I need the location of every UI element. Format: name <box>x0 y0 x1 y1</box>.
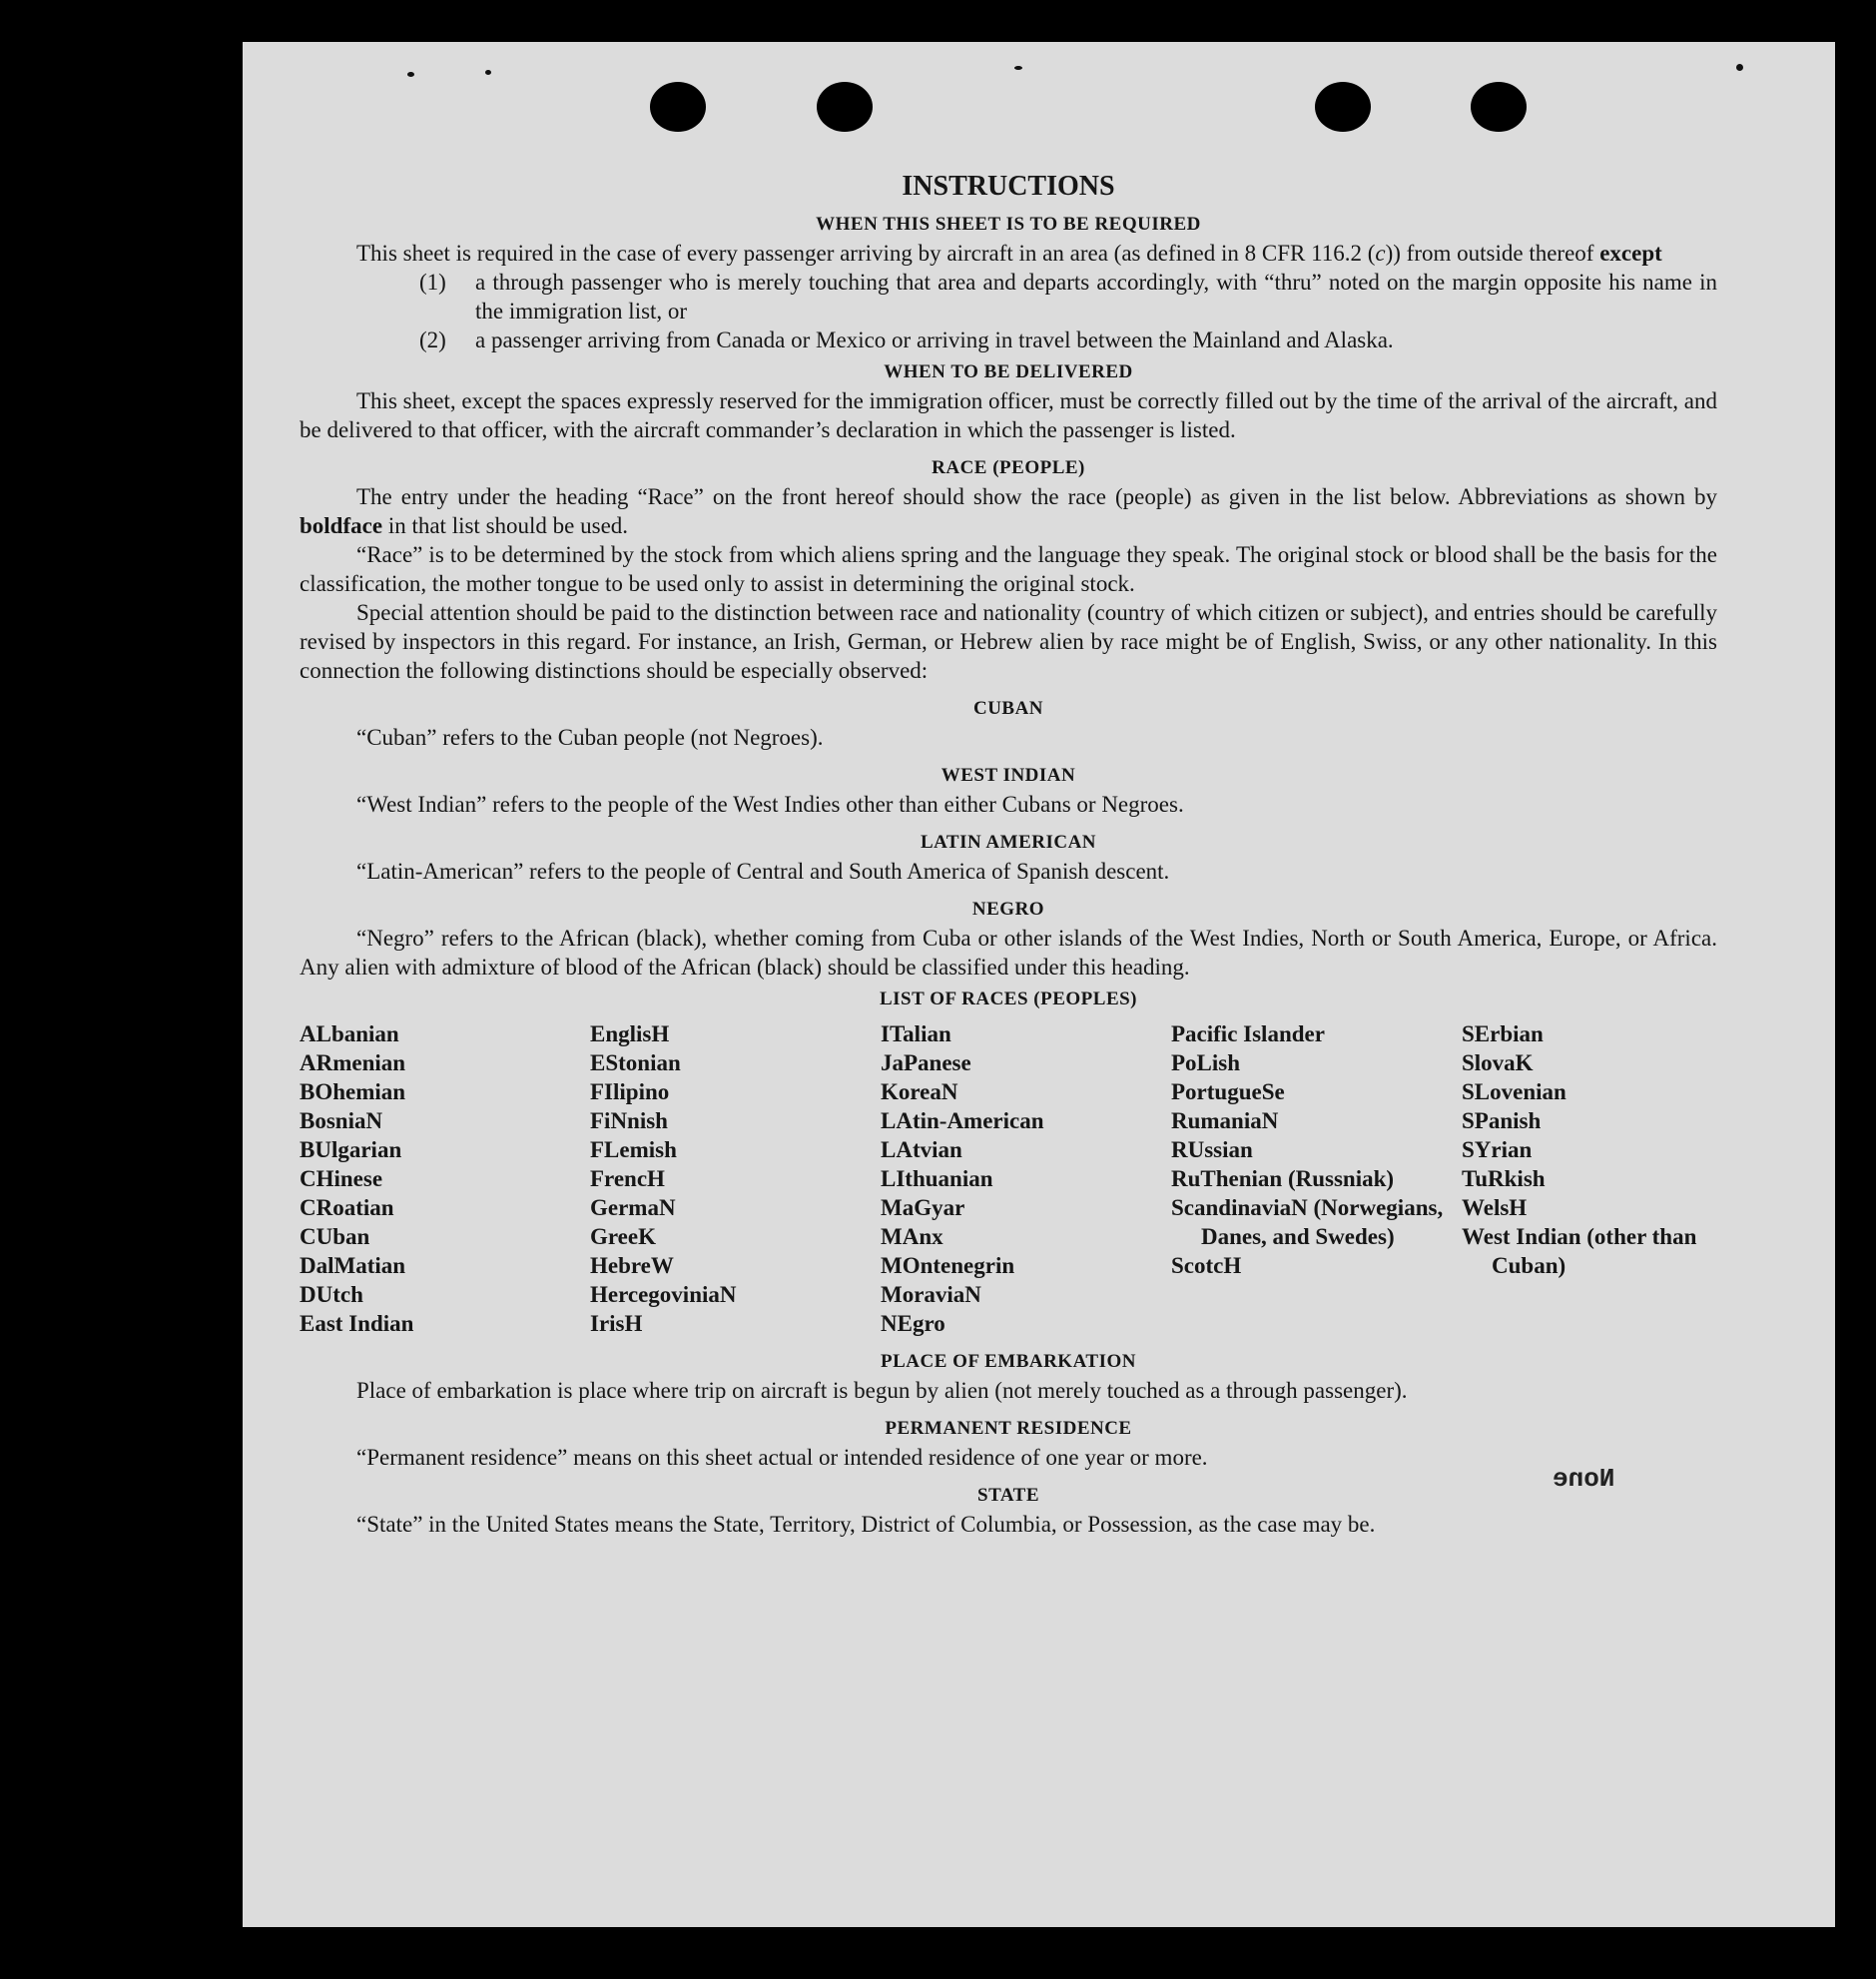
heading-list-of-races: LIST OF RACES (PEOPLES) <box>879 989 1138 1009</box>
race-entry: SYrian <box>1462 1137 1533 1162</box>
race-entry: KoreaN <box>881 1079 958 1104</box>
race-entry: CUban <box>300 1224 370 1249</box>
heading-state: STATE <box>977 1485 1039 1506</box>
race-entry: ITalian <box>881 1021 951 1046</box>
race-entry: PoLish <box>1171 1050 1241 1075</box>
race-entry: ScotcH <box>1171 1253 1242 1278</box>
punch-hole <box>1315 82 1371 132</box>
negro-text: “Negro” refers to the African (black), whether coming from Cuba or other islands of the West Indies, North or South America, Europe, or Africa. Any alien with admixture of blood of the African (black) should be classified under this heading. <box>300 926 1717 980</box>
race-entry: NEgro <box>881 1311 945 1336</box>
race-column <box>1462 1019 1717 1338</box>
race-column <box>1171 1019 1462 1338</box>
race-column <box>300 1019 590 1338</box>
race-entry: MOntenegrin <box>881 1253 1015 1278</box>
race-entry: TuRkish <box>1462 1166 1546 1191</box>
race-entry: ARmenian <box>300 1050 406 1075</box>
race-entry: EnglisH <box>590 1021 670 1046</box>
heading-west-indian: WEST INDIAN <box>940 765 1076 786</box>
heading-place-of-embarkation: PLACE OF EMBARKATION <box>881 1351 1136 1372</box>
heading-race: RACE (PEOPLE) <box>932 457 1085 478</box>
race-entry: West Indian (other than Cuban) <box>1462 1224 1697 1278</box>
race-entry: BUlgarian <box>300 1137 402 1162</box>
race-entry: DUtch <box>300 1282 363 1307</box>
race-entry: BOhemian <box>300 1079 406 1104</box>
race-entry: RumaniaN <box>1171 1108 1279 1133</box>
heading-when-required: WHEN THIS SHEET IS TO BE REQUIRED <box>816 214 1201 235</box>
race-entry: LAtvian <box>881 1137 962 1162</box>
race-entry: CRoatian <box>300 1195 394 1220</box>
race-entry: CHinese <box>300 1166 383 1191</box>
heading-latin-american: LATIN AMERICAN <box>920 832 1097 853</box>
race-entry: LAtin-American <box>881 1108 1044 1133</box>
race-entry: PortugueSe <box>1171 1079 1285 1104</box>
paper-speck <box>407 72 414 77</box>
punch-hole <box>650 82 706 132</box>
race-entry: SlovaK <box>1462 1050 1534 1075</box>
race-entry: FLemish <box>590 1137 677 1162</box>
paper-speck <box>1014 66 1022 70</box>
race-entry: IrisH <box>590 1311 643 1336</box>
race-entry: SErbian <box>1462 1021 1544 1046</box>
heading-when-delivered: WHEN TO BE DELIVERED <box>884 361 1133 382</box>
race-column <box>881 1019 1171 1338</box>
state-text: “State” in the United States means the State, Territory, District of Columbia, or Possession, as the case may be. <box>356 1512 1376 1537</box>
race-entry: JaPanese <box>881 1050 971 1075</box>
race-column <box>590 1019 881 1338</box>
race-entry: RUssian <box>1171 1137 1253 1162</box>
race-entry: Pacific Islander <box>1171 1021 1325 1046</box>
race-entry: East Indian <box>300 1311 414 1336</box>
race-paragraph-3: Special attention should be paid to the distinction between race and nationality (country of which citizen or subject), and entries should be carefully revised by inspectors in this regard. For instance, an Irish, German, or Hebrew alien by race might be of English, Swiss, or any other nationality. In this connection the following distinctions should be especially observed: <box>300 600 1717 683</box>
west-indian-text: “West Indian” refers to the people of the West Indies other than either Cubans or Negroes. <box>356 792 1184 817</box>
document-sheet <box>243 42 1835 1927</box>
race-entry: DalMatian <box>300 1253 406 1278</box>
punch-hole <box>817 82 873 132</box>
race-entry: EStonian <box>590 1050 681 1075</box>
race-entry: MoraviaN <box>881 1282 981 1307</box>
race-entry: FiNnish <box>590 1108 668 1133</box>
required-intro: This sheet is required in the case of every passenger arriving by aircraft in an area (as defined in 8 CFR 116.2 (c)) from outside thereof except <box>356 241 1662 266</box>
heading-cuban: CUBAN <box>972 698 1044 719</box>
page-title: INSTRUCTIONS <box>902 171 1115 202</box>
exception-list <box>419 268 1717 354</box>
race-entry: ScandinaviaN (Norwegians, Danes, and Swedes) <box>1171 1195 1444 1249</box>
instructions-content <box>300 167 1717 1539</box>
heading-permanent-residence: PERMANENT RESIDENCE <box>885 1418 1132 1439</box>
race-entry: WelsH <box>1462 1195 1528 1220</box>
delivered-text: This sheet, except the spaces expressly reserved for the immigration officer, must be correctly filled out by the time of the arrival of the aircraft, and be delivered to that officer, with the aircraft commander’s declaration in which the passenger is listed. <box>300 388 1717 442</box>
race-entry: BosniaN <box>300 1108 383 1133</box>
cuban-text: “Cuban” refers to the Cuban people (not Negroes). <box>356 725 824 750</box>
heading-negro: NEGRO <box>971 899 1045 920</box>
residence-text: “Permanent residence” means on this sheet actual or intended residence of one year or more. <box>356 1445 1208 1470</box>
race-entry: MAnx <box>881 1224 943 1249</box>
reversed-stamp-none: None <box>1553 1464 1615 1494</box>
race-entry: ALbanian <box>300 1021 399 1046</box>
embarkation-text: Place of embarkation is place where trip on aircraft is begun by alien (not merely touched as a through passenger). <box>356 1378 1408 1403</box>
race-entry: GreeK <box>590 1224 656 1249</box>
race-entry: GermaN <box>590 1195 676 1220</box>
race-paragraph-2: “Race” is to be determined by the stock from which aliens spring and the language they speak. The original stock or blood shall be the basis for the classification, the mother tongue to be used only to assist in determining the original stock. <box>300 542 1717 596</box>
race-entry: SPanish <box>1462 1108 1542 1133</box>
punch-hole <box>1471 82 1527 132</box>
race-list <box>300 1019 1717 1338</box>
paper-speck <box>485 70 491 75</box>
race-entry: HebreW <box>590 1253 674 1278</box>
race-entry: FrencH <box>590 1166 665 1191</box>
exception-item: (2) a passenger arriving from Canada or Mexico or arriving in travel between the Mainland and Alaska. <box>419 328 1394 352</box>
race-paragraph-1: The entry under the heading “Race” on the front hereof should show the race (people) as given in the list below. Abbreviations as shown by boldface in that list should be used. <box>300 484 1717 538</box>
exception-item: (1) a through passenger who is merely touching that area and departs accordingly, with “thru” noted on the margin opposite his name in the immigration list, or <box>419 270 1717 324</box>
race-entry: MaGyar <box>881 1195 965 1220</box>
race-entry: FIlipino <box>590 1079 670 1104</box>
paper-speck <box>1736 64 1743 71</box>
race-entry: HercegovinіaN <box>590 1282 737 1307</box>
race-entry: LIthuanian <box>881 1166 993 1191</box>
race-entry: SLovenian <box>1462 1079 1566 1104</box>
latin-american-text: “Latin-American” refers to the people of Central and South America of Spanish descent. <box>356 859 1170 884</box>
race-entry: RuThenian (Russniak) <box>1171 1166 1395 1191</box>
